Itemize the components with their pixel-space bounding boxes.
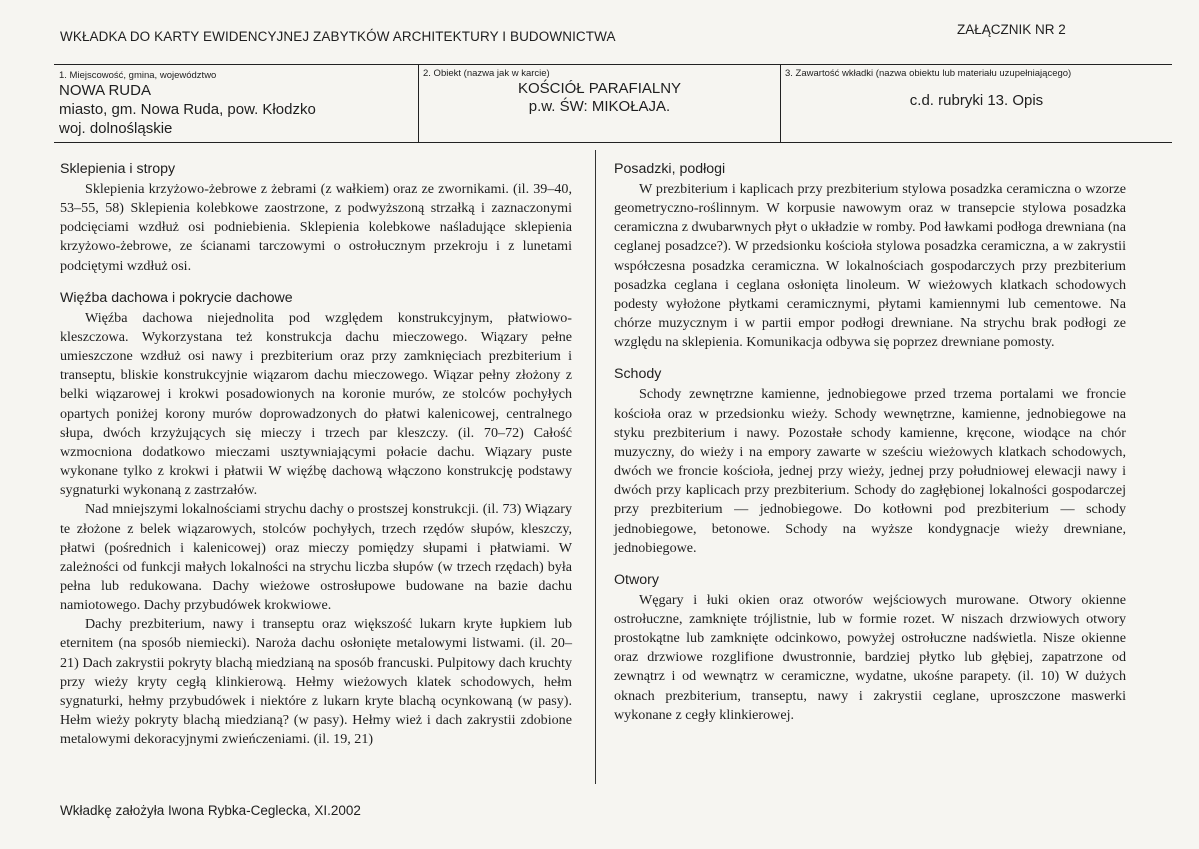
content-cell — [780, 65, 1172, 142]
location-cell — [54, 65, 418, 142]
location-commune: miasto, gm. Nowa Ruda, pow. Kłodzko — [59, 101, 316, 118]
author-note: Wkładkę założyła Iwona Rybka-Ceglecka, XI.2002 — [60, 803, 361, 818]
paragraph: Więźba dachowa niejednolita pod względem konstrukcyjnym, płatwiowo-kleszczowa. Wykorzystana też konstrukcja dachu mieczowego. Wiązary pełne umieszczone wzdłuż osi nawy i prezbiterium oraz przy zamknięciach prezbiterium i transeptu, bliskie konstrukcyjnie wiązarom dachu mieczowego. Wiązar pełny złożony z belki wiązarowej i krokwi posadowionych na koronie murów, ze stolców pochyłych opartych poniżej korony murów doprowadzonych do płatwi kalenicowej, centralnego słupa, dwóch krzyżujących się mieczy i trzech par kleszczy. (il. 70–72) Całość wzmocniona dodatkowo mieczami usztywniającymi połacie dachu. Wiązary puste wykonane tylko z krokwi i płatwii W więźbę dachową włączono konstrukcję podstawy sygnaturki wykonaną z zastrzałów. — [60, 309, 572, 499]
section-title-stairs: Schody — [614, 366, 662, 383]
object-dedication: p.w. ŚW: MIKOŁAJA. — [528, 98, 671, 115]
section-title-openings: Otwory — [614, 571, 659, 588]
form-title: WKŁADKA DO KARTY EWIDENCYJNEJ ZABYTKÓW ARCHITEKTURY I BUDOWNICTWA — [60, 29, 616, 44]
section-title-floors: Posadzki, podłogi — [614, 161, 726, 177]
location-town: NOWA RUDA — [59, 82, 151, 99]
object-cell — [418, 65, 780, 142]
metadata-table — [54, 64, 1172, 143]
right-column — [614, 160, 1126, 725]
object-name: KOŚCIÓŁ PARAFIALNY — [517, 80, 682, 97]
content-value: c.d. rubryki 13. Opis — [909, 92, 1044, 109]
location-voivodeship: woj. dolnośląskie — [59, 120, 173, 137]
paragraph: W prezbiterium i kaplicach przy prezbiterium stylowa posadzka ceramiczna o wzorze geometryczno-roślinnym. W korpusie nawowym oraz w transepcie stylowa posadzka ceramiczna z dwubarwnych płyt o układzie w romby. Pod ławkami podłoga drewniana (na ceglanej posadzce?). W przedsionku kościoła stylowa posadzka ceramiczna, a w zakrystii współczesna posadzka ceramiczna. W lokalnościach gospodarczych przy prezbiterium posadzka ceglana i ceglana osłonięta linoleum. W wieżowych klatkach schodowych podesty wyłożone płytkami ceramicznymi, płytami kamiennymi lub cementowe. Na chórze muzycznym i w partii empor podłogi drewniane. Na strychu brak podłogi ze względu na sklepienia. Komunikacja odbywa się poprzez drewniane pomosty. — [614, 181, 1126, 351]
section-title-vaults: Sklepienia i stropy — [60, 161, 176, 177]
paragraph: Sklepienia krzyżowo-żebrowe z żebrami (z wałkiem) oraz ze zwornikami. (il. 39–40, 53–55, 58) Sklepienia kolebkowe zaostrzone, z podwyższoną strzałką i zaznaczonymi podcięciami wzdłuż osi podniebienia. Sklepienia kolebkowe naśladujące sklepienia krzyżowo-żebrowe, ze ścianami tarczowymi o ostrołucznym przekroju i z lunetami podciętymi wzdłuż osi. — [60, 181, 572, 274]
paragraph: Nad mniejszymi lokalnościami strychu dachy o prostszej konstrukcji. (il. 73) Wiązary te złożone z belek wiązarowych, stolców pochyłych, trzech rzędów słupów, kleszczy, płatwi (pośrednich i kalenicowej) oraz mieczy pomiędzy słupami i płatwiami. W zależności od funkcji małych lokalności na strychu liczba słupów (w trzech rzędach) była pełna lub redukowana. Dachy wieżowe ostrosłupowe budowane na bazie dachu namiotowego. Dachy przybudówek krokwiowe. — [60, 501, 572, 614]
paragraph: Schody zewnętrzne kamienne, jednobiegowe przed trzema portalami we froncie kościoła oraz w przedsionku wieży. Schody wewnętrzne, kamienne, jednobiegowe na styku prezbiterium i nawy. Pozostałe schody kamienne, kręcone, wiodące na chór muzyczny, do wieży i na empory zawarte w sześciu wieżowych klatkach schodowych, dwóch we froncie kościoła, jednej przy wieży, jednej przy południowej elewacji nawy i dwóch przy kaplicach przy prezbiterium. Schody do zagłębionej lokalności gospodarczej przy prezbiterium — jednobiegowe. Do kotłowni pod prezbiterium — schody jednobiegowe, betonowe. Schody na wyższe kondygnacje wieży drewniane, jednobiegowe. — [614, 386, 1126, 556]
content-label: 3. Zawartość wkładki (nazwa obiektu lub materiału uzupełniającego) — [785, 68, 1072, 79]
section-gap — [614, 352, 1126, 365]
location-label: 1. Miejscowość, gmina, województwo — [59, 70, 217, 81]
left-column — [60, 160, 572, 749]
section-gap — [614, 558, 1126, 571]
section-gap — [60, 276, 572, 289]
object-label: 2. Obiekt (nazwa jak w karcie) — [423, 68, 550, 79]
section-title-roof: Więźba dachowa i pokrycie dachowe — [60, 289, 293, 306]
paragraph: Dachy prezbiterium, nawy i transeptu oraz większość lukarn kryte łupkiem lub eternitem (na sposób niemiecki). Naroża dachu osłonięte metalowymi listwami. (il. 20–21) Dach zakrystii pokryty blachą miedzianą na sposób francuski. Pulpitowy dach kruchty przy wieży kryty cegłą klinkierową. Hełmy wieżowych klatek schodowych, hełm sygnaturki, hełmy przybudówek i niektóre z lukarn kryte blachą ocynkowaną (w pasy). Hełm wieży pokryty blachą miedzianą? (w pasy). Hełmy wież i dach zakrystii zdobione metalowymi dekoracyjnymi zwieńczeniami. (il. 19, 21) — [60, 616, 572, 748]
column-divider — [595, 150, 596, 784]
annex-label: ZAŁĄCZNIK NR 2 — [957, 22, 1066, 37]
paragraph: Węgary i łuki okien oraz otworów wejściowych murowane. Otwory okienne ostrołuczne, zamknięte trójlistnie, lub w formie rozet. W niszach drzwiowych otwory prostokątne lub zamknięte odcinkowo, powyżej ostrołuczne nadświetla. Nisze okienne oraz drzwiowe rozglifione dwustronnie, bardziej płytko lub głębiej, zapatrzone od zewnątrz i od wewnątrz w ceramiczne, wydatne, ukośne parapety. (il. 10) W dużych oknach prezbiterium, transeptu, nawy i zakrystii ceglane, uproszczone maswerki wykonane z cegły klinkierowej. — [614, 591, 1126, 723]
